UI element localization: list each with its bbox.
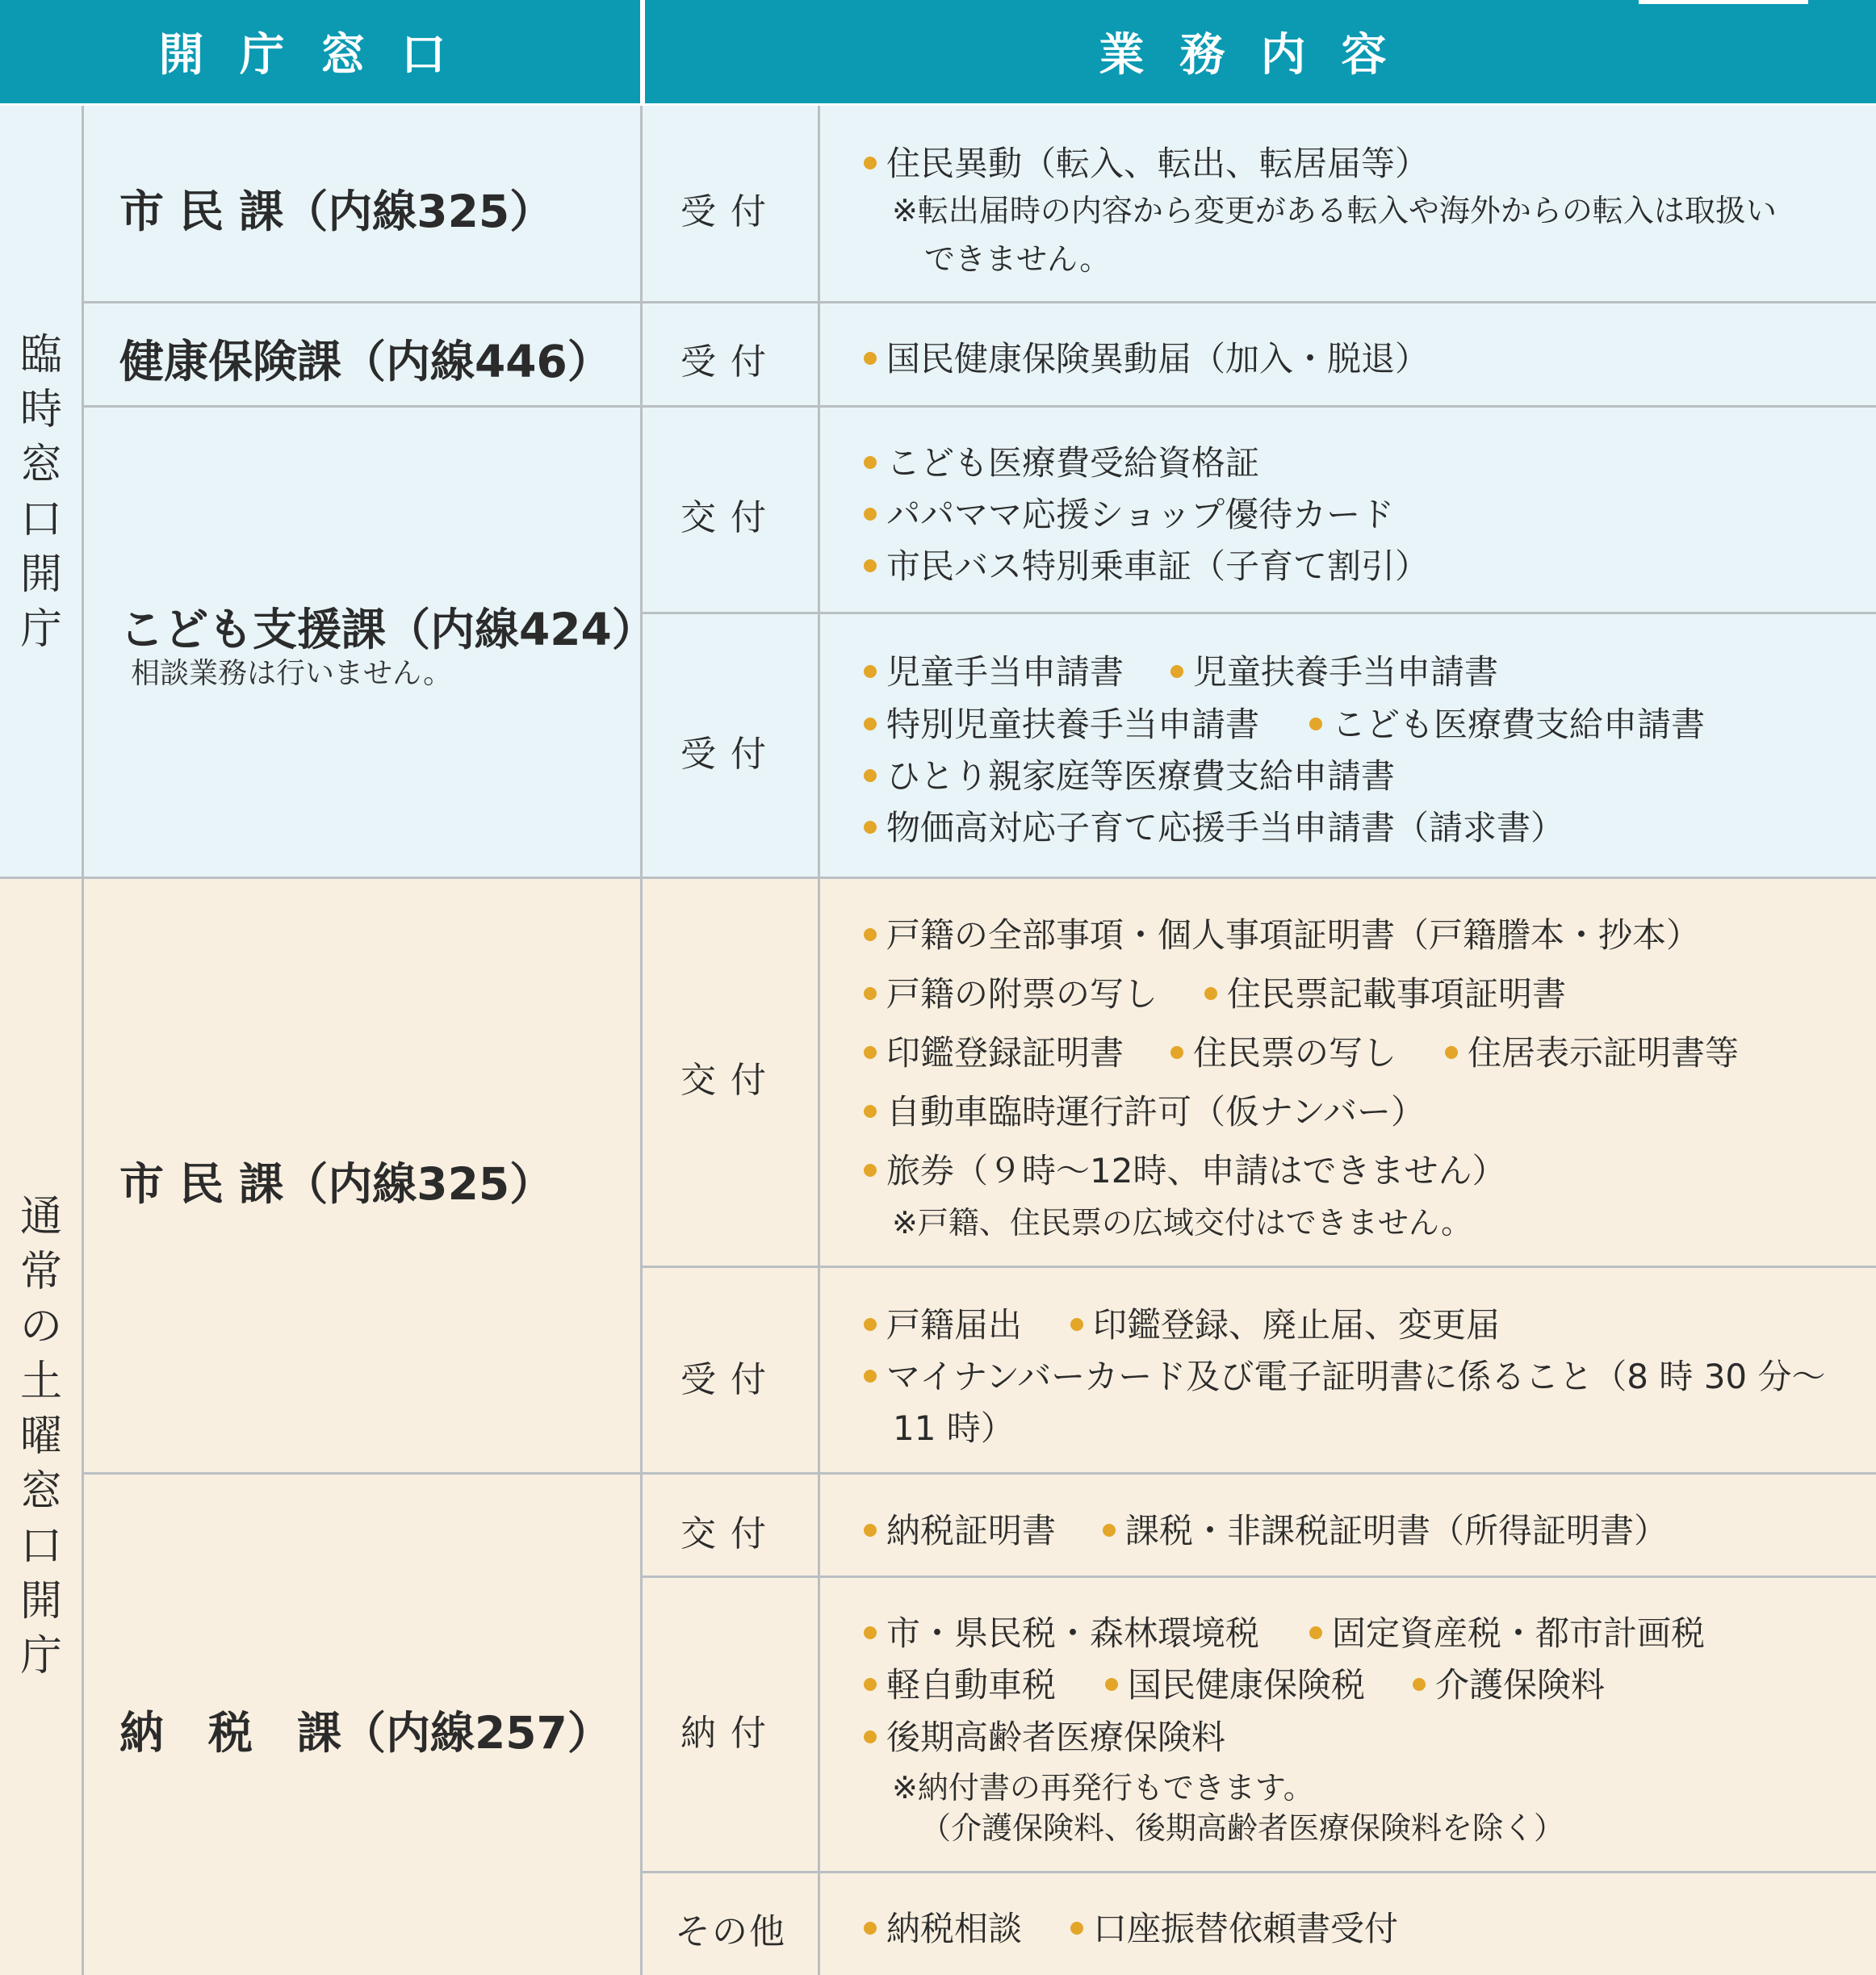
list-item [864, 1504, 1056, 1553]
group-char: 庁 [19, 605, 62, 654]
rule-h-1 [82, 301, 1876, 303]
list-item [864, 1027, 1124, 1075]
rule-h-groups [0, 877, 1876, 879]
group-char: 通 [19, 1193, 62, 1241]
bullet-icon [864, 1318, 877, 1331]
bullet-icon [864, 987, 877, 1000]
item-text: 住民票の写し [1193, 1033, 1397, 1073]
bullet-icon [864, 1922, 877, 1935]
list-item [1105, 1659, 1365, 1707]
group-char: の [19, 1303, 62, 1351]
group-char: 臨 [19, 331, 62, 379]
bullet-icon [864, 718, 877, 730]
item-text: 口座振替依頼書受付 [1093, 1909, 1399, 1948]
rule-v-dept [640, 106, 643, 1975]
list-item [1309, 1607, 1705, 1655]
group-char: 常 [19, 1248, 62, 1296]
bullet-icon [864, 1105, 877, 1118]
group-char: 口 [19, 496, 62, 544]
item-text: 市・県民税・森林環境税 [886, 1613, 1260, 1653]
item-text: 市民バス特別乗車証（子育て割引） [886, 546, 1430, 586]
rule-h-7 [640, 1871, 1876, 1873]
bullet-icon [864, 352, 877, 365]
list-item [864, 646, 1124, 694]
service-type: 受付 [680, 191, 781, 232]
list-item [864, 1350, 1826, 1399]
bullet-icon [864, 508, 877, 521]
item-text: マイナンバーカード及び電子証明書に係ること（8 時 30 分～ [886, 1357, 1826, 1396]
bullet-icon [864, 928, 877, 941]
item-text: 自動車臨時運行許可（仮ナンバー） [886, 1092, 1425, 1132]
group-char: 窓 [19, 441, 62, 489]
group-char: 開 [19, 1577, 62, 1626]
list-item [864, 750, 1395, 798]
service-type: 納付 [680, 1713, 781, 1754]
list-item [864, 1144, 1505, 1193]
header-tab-mark [1639, 0, 1808, 4]
item-note: （介護保険料、後期高齢者医療保険料を除く） [920, 1810, 1565, 1846]
group-char: 口 [19, 1522, 62, 1571]
list-item [1170, 1027, 1397, 1075]
bullet-icon [864, 1730, 877, 1743]
bullet-icon [1070, 1318, 1083, 1331]
service-type: 受付 [680, 734, 781, 775]
item-note: ※転出届時の内容から変更がある転入や海外からの転入は取扱い [892, 193, 1777, 228]
list-item [1070, 1902, 1398, 1951]
item-text: 国民健康保険異動届（加入・脱退） [886, 339, 1430, 379]
list-item [864, 1299, 1022, 1347]
item-note: できません。 [924, 241, 1111, 277]
item-text: ひとり親家庭等医療費支給申請書 [886, 756, 1396, 796]
item-continuation: 11 時） [893, 1408, 1015, 1448]
list-item [864, 801, 1564, 850]
item-text: 介護保険料 [1435, 1665, 1606, 1705]
service-type: 受付 [680, 341, 781, 383]
list-item [1170, 646, 1498, 694]
item-text: 軽自動車税 [886, 1665, 1057, 1705]
list-item [1070, 1299, 1500, 1347]
group-regular-label [0, 1186, 82, 1687]
service-type: その他 [675, 1911, 786, 1952]
item-text: 住民票記載事項証明書 [1227, 974, 1567, 1014]
list-item [864, 437, 1259, 485]
list-item [1413, 1659, 1605, 1707]
list-item [864, 488, 1394, 537]
rule-h-2 [82, 405, 1876, 408]
item-text: 住民異動（転入、転出、転居届等） [886, 144, 1430, 183]
list-item [1309, 698, 1705, 747]
item-text: こども医療費受給資格証 [886, 443, 1260, 483]
bullet-icon [864, 157, 877, 169]
bullet-icon [864, 1524, 877, 1537]
bullet-icon [864, 559, 877, 572]
list-item [864, 1086, 1425, 1134]
header-windows: 開庁窓口 [0, 0, 640, 103]
rule-h-6 [640, 1575, 1876, 1578]
rule-v-service [818, 106, 820, 1975]
bullet-icon [864, 456, 877, 469]
item-text: 旅券（９時～12時、申請はできません） [886, 1151, 1506, 1190]
service-type: 交付 [680, 1513, 781, 1554]
list-item [864, 540, 1429, 588]
list-item [864, 137, 1429, 186]
list-item [864, 333, 1429, 381]
item-text: 戸籍の附票の写し [886, 974, 1158, 1014]
list-item [1445, 1027, 1739, 1075]
item-text: 戸籍の全部事項・個人事項証明書（戸籍謄本・抄本） [886, 915, 1701, 955]
group-char: 庁 [19, 1632, 62, 1680]
bullet-icon [864, 1046, 877, 1059]
service-type: 交付 [680, 497, 781, 538]
bullet-icon [864, 1370, 877, 1383]
bullet-icon [1103, 1524, 1116, 1537]
list-item [864, 1607, 1259, 1655]
item-text: パパママ応援ショップ優待カード [886, 495, 1395, 534]
service-type: 受付 [680, 1359, 781, 1400]
bullet-icon [1070, 1922, 1083, 1935]
item-text: 特別児童扶養手当申請書 [886, 705, 1260, 744]
item-text: 印鑑登録、廃止届、変更届 [1093, 1305, 1501, 1345]
dept-kodomo: こども支援課（内線424） [119, 604, 656, 655]
item-note: ※納付書の再発行もできます。 [892, 1770, 1314, 1806]
item-text: 納税証明書 [886, 1511, 1057, 1550]
bullet-icon [1413, 1678, 1426, 1691]
rule-h-4 [640, 1266, 1876, 1268]
bullet-icon [1105, 1678, 1118, 1691]
item-note: ※戸籍、住民票の広域交付はできません。 [892, 1205, 1472, 1241]
dept-kenko: 健康保険課（内線446） [119, 336, 612, 387]
list-item [864, 968, 1158, 1016]
group-char: 土 [19, 1358, 62, 1406]
list-item [864, 1711, 1225, 1760]
item-text: 納税相談 [886, 1909, 1023, 1948]
bullet-icon [864, 821, 877, 834]
bullet-icon [1170, 665, 1183, 678]
item-text: 課税・非課税証明書（所得証明書） [1125, 1511, 1669, 1550]
dept-kodomo-note: 相談業務は行いません。 [131, 657, 453, 690]
dept-shimin-regular: 市 民 課（内線325） [119, 1158, 555, 1210]
item-text: 児童扶養手当申請書 [1193, 652, 1499, 692]
bullet-icon [864, 1626, 877, 1639]
group-temporary-label [0, 299, 82, 686]
list-item [864, 1659, 1056, 1707]
service-type: 交付 [680, 1060, 781, 1101]
bullet-icon [864, 1678, 877, 1691]
list-item [864, 1902, 1022, 1951]
item-text: 戸籍届出 [886, 1305, 1023, 1345]
group-char: 時 [19, 386, 62, 434]
bullet-icon [1309, 718, 1322, 730]
item-text: こども医療費支給申請書 [1332, 705, 1706, 744]
bullet-icon [1204, 987, 1217, 1000]
header-services: 業務内容 [645, 0, 1876, 103]
bullet-icon [1445, 1046, 1458, 1059]
bullet-icon [864, 769, 877, 782]
group-char: 開 [19, 550, 62, 599]
list-item [864, 909, 1700, 957]
item-text: 固定資産税・都市計画税 [1332, 1613, 1706, 1653]
item-text: 国民健康保険税 [1128, 1665, 1366, 1705]
bullet-icon [1170, 1046, 1183, 1059]
list-item [1204, 968, 1566, 1016]
item-text: 印鑑登録証明書 [886, 1033, 1124, 1073]
group-char: 窓 [19, 1467, 62, 1516]
dept-shimin-temp: 市 民 課（内線325） [119, 186, 555, 237]
dept-nozei: 納 税 課（内線257） [119, 1707, 612, 1759]
bullet-icon [1309, 1626, 1322, 1639]
list-item [864, 698, 1259, 747]
group-char: 曜 [19, 1412, 62, 1461]
bullet-icon [864, 665, 877, 678]
bullet-icon [864, 1164, 877, 1177]
list-item [1103, 1504, 1668, 1553]
item-text: 児童手当申請書 [886, 652, 1124, 692]
item-text: 住居表示証明書等 [1468, 1033, 1740, 1073]
rule-h-5 [82, 1472, 1876, 1475]
rule-h-3 [640, 612, 1876, 614]
item-text: 物価高対応子育て応援手当申請書（請求書） [886, 808, 1565, 847]
item-text: 後期高齢者医療保険料 [886, 1718, 1226, 1757]
